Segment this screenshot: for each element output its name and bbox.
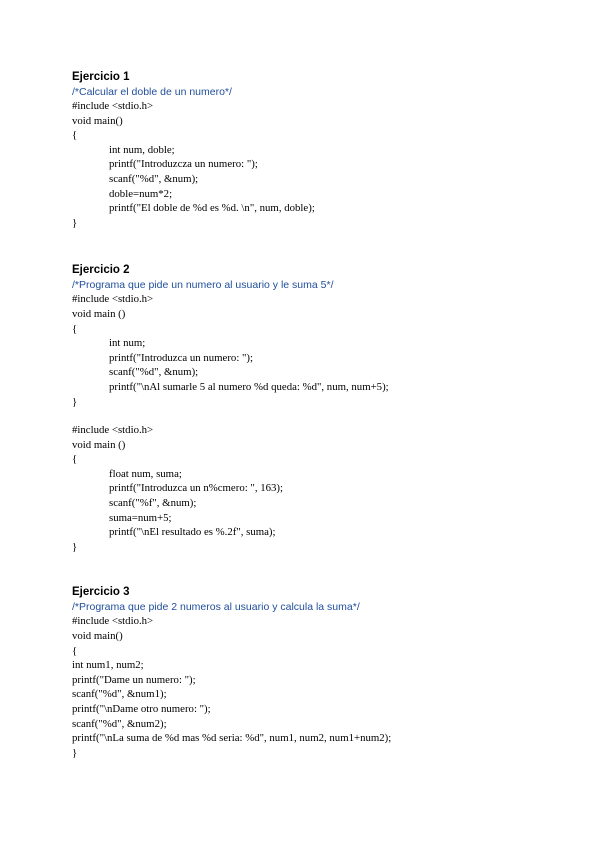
code-line: int num, doble; — [109, 143, 175, 156]
code-line: scanf("%d", &num); — [109, 366, 199, 379]
code-line: printf("Dame un numero: "); — [72, 673, 196, 686]
code-line: #include <stdio.h> — [72, 615, 154, 628]
code-line: void main() — [72, 114, 123, 127]
code-line: int num1, num2; — [72, 659, 144, 672]
exercise-comment: /*Programa que pide 2 numeros al usuario y calcula la suma*/ — [72, 601, 360, 614]
code-line: int num; — [109, 337, 146, 350]
exercise-comment: /*Programa que pide un numero al usuario y le suma 5*/ — [72, 279, 334, 292]
exercise-comment: /*Calcular el doble de un numero*/ — [72, 86, 232, 98]
exercise-title: Ejercicio 2 — [72, 264, 130, 277]
code-block — [72, 292, 582, 409]
code-line: #include <stdio.h> — [72, 100, 154, 112]
code-line: printf("\nAl sumarle 5 al numero %d queda: %d", num, num+5); — [109, 380, 389, 393]
exercise-3 — [72, 585, 582, 760]
code-line: printf("\nLa suma de %d mas %d seria: %d", num1, num2, num1+num2); — [72, 732, 392, 745]
code-line: void main() — [72, 630, 123, 643]
code-line: printf("El doble de %d es %d. \n", num, doble); — [109, 202, 315, 215]
exercise-title: Ejercicio 1 — [72, 71, 130, 83]
code-line: printf("Introduzca un n%cmero: ", 163); — [109, 482, 284, 495]
code-line: { — [72, 644, 78, 657]
code-line: scanf("%f", &num); — [109, 497, 197, 510]
code-line: } — [72, 216, 78, 229]
exercise-title: Ejercicio 3 — [72, 586, 130, 599]
code-line: scanf("%d", &num1); — [72, 688, 167, 701]
code-line: { — [72, 322, 78, 335]
code-line: void main () — [72, 307, 126, 320]
document-page — [72, 70, 582, 760]
code-line: scanf("%d", &num); — [109, 172, 199, 185]
code-line: #include <stdio.h> — [72, 293, 154, 306]
code-line: float num, suma; — [109, 467, 182, 480]
code-block — [72, 99, 582, 230]
code-line: { — [72, 129, 78, 142]
code-line: printf("\nDame otro numero: "); — [72, 703, 211, 715]
exercise-1 — [72, 70, 582, 230]
code-line: printf("\nEl resultado es %.2f", suma); — [109, 526, 276, 539]
exercise-2 — [72, 263, 582, 554]
code-block — [72, 614, 582, 760]
code-line: } — [72, 395, 78, 408]
code-line: printf("Introduzca un numero: "); — [109, 351, 254, 364]
code-block — [72, 423, 582, 554]
code-line: #include <stdio.h> — [72, 424, 154, 437]
code-line: { — [72, 453, 78, 466]
code-line: } — [72, 540, 78, 553]
code-line: void main () — [72, 438, 126, 451]
code-line: printf("Introduzcza un numero: "); — [109, 158, 258, 171]
code-line: doble=num*2; — [109, 187, 173, 200]
code-line: suma=num+5; — [109, 511, 172, 524]
code-line: } — [72, 746, 78, 759]
code-line: scanf("%d", &num2); — [72, 717, 167, 730]
